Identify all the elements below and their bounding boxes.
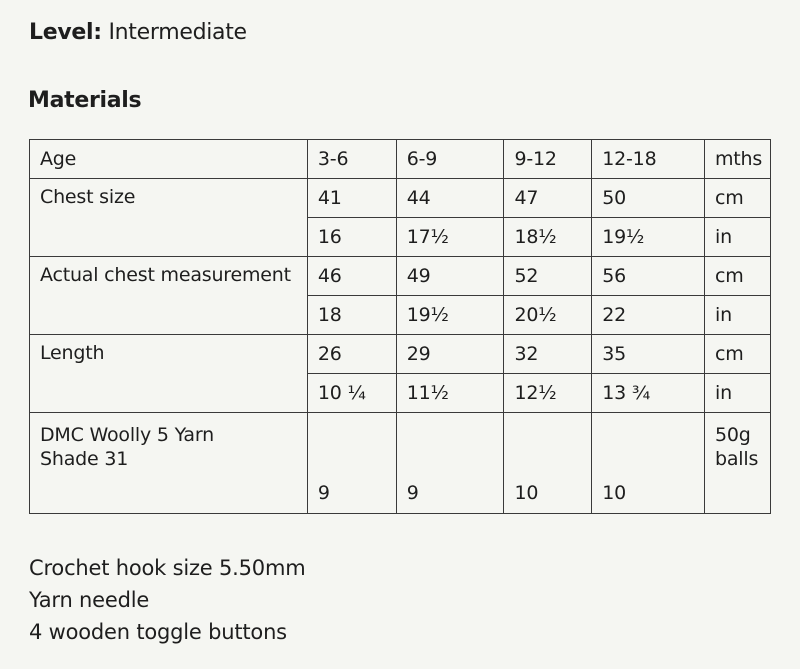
- table-cell: 52: [504, 257, 592, 296]
- table-cell: 19½: [592, 218, 705, 257]
- unit-cell: cm: [705, 335, 771, 374]
- table-cell: 56: [592, 257, 705, 296]
- length-cm-row: [30, 335, 771, 374]
- table-cell: 17½: [396, 218, 504, 257]
- size-header: 6-9: [396, 140, 504, 179]
- table-cell: 20½: [504, 296, 592, 335]
- yarn-row: [30, 413, 771, 514]
- level-value: Intermediate: [108, 20, 247, 45]
- table-cell: 29: [396, 335, 504, 374]
- chest-cm-row: [30, 179, 771, 218]
- unit-cell: mths: [705, 140, 771, 179]
- level-label: Level:: [29, 20, 102, 45]
- table-cell: 10: [592, 413, 705, 514]
- size-header: 3-6: [307, 140, 396, 179]
- table-cell: 10 ¼: [307, 374, 396, 413]
- age-row: [30, 140, 771, 179]
- table-cell: 44: [396, 179, 504, 218]
- list-item: 4 wooden toggle buttons: [29, 620, 287, 644]
- table-cell: 16: [307, 218, 396, 257]
- yarn-unit: balls: [715, 448, 759, 470]
- table-cell: 18: [307, 296, 396, 335]
- unit-cell: in: [705, 296, 771, 335]
- table-cell: 9: [307, 413, 396, 514]
- table-cell: 35: [592, 335, 705, 374]
- table-cell: 19½: [396, 296, 504, 335]
- size-header: 12-18: [592, 140, 705, 179]
- table-cell: 47: [504, 179, 592, 218]
- table-cell: 9: [396, 413, 504, 514]
- table-cell: 32: [504, 335, 592, 374]
- yarn-name: DMC Woolly 5 Yarn: [40, 424, 214, 446]
- table-cell: 12½: [504, 374, 592, 413]
- extra-materials-list: [29, 552, 305, 648]
- unit-cell: [705, 413, 771, 514]
- age-label: Age: [30, 140, 308, 179]
- unit-cell: in: [705, 374, 771, 413]
- table-cell: 26: [307, 335, 396, 374]
- chest-size-label: Chest size: [30, 179, 308, 257]
- level-line: [29, 20, 247, 45]
- size-header: 9-12: [504, 140, 592, 179]
- table-cell: 50: [592, 179, 705, 218]
- table-cell: 11½: [396, 374, 504, 413]
- unit-cell: cm: [705, 257, 771, 296]
- unit-cell: cm: [705, 179, 771, 218]
- unit-cell: in: [705, 218, 771, 257]
- actual-chest-label: Actual chest measurement: [30, 257, 308, 335]
- table-cell: 46: [307, 257, 396, 296]
- table-cell: 13 ¾: [592, 374, 705, 413]
- table-cell: 41: [307, 179, 396, 218]
- table-cell: 49: [396, 257, 504, 296]
- list-item: Crochet hook size 5.50mm: [29, 556, 306, 580]
- list-item: Yarn needle: [29, 588, 150, 612]
- table-cell: 22: [592, 296, 705, 335]
- materials-heading: Materials: [28, 88, 142, 113]
- actual-cm-row: [30, 257, 771, 296]
- size-table: [29, 139, 771, 514]
- yarn-label: [30, 413, 308, 514]
- length-label: Length: [30, 335, 308, 413]
- yarn-weight: 50g: [715, 424, 751, 446]
- table-cell: 10: [504, 413, 592, 514]
- yarn-shade: Shade 31: [40, 448, 129, 470]
- table-cell: 18½: [504, 218, 592, 257]
